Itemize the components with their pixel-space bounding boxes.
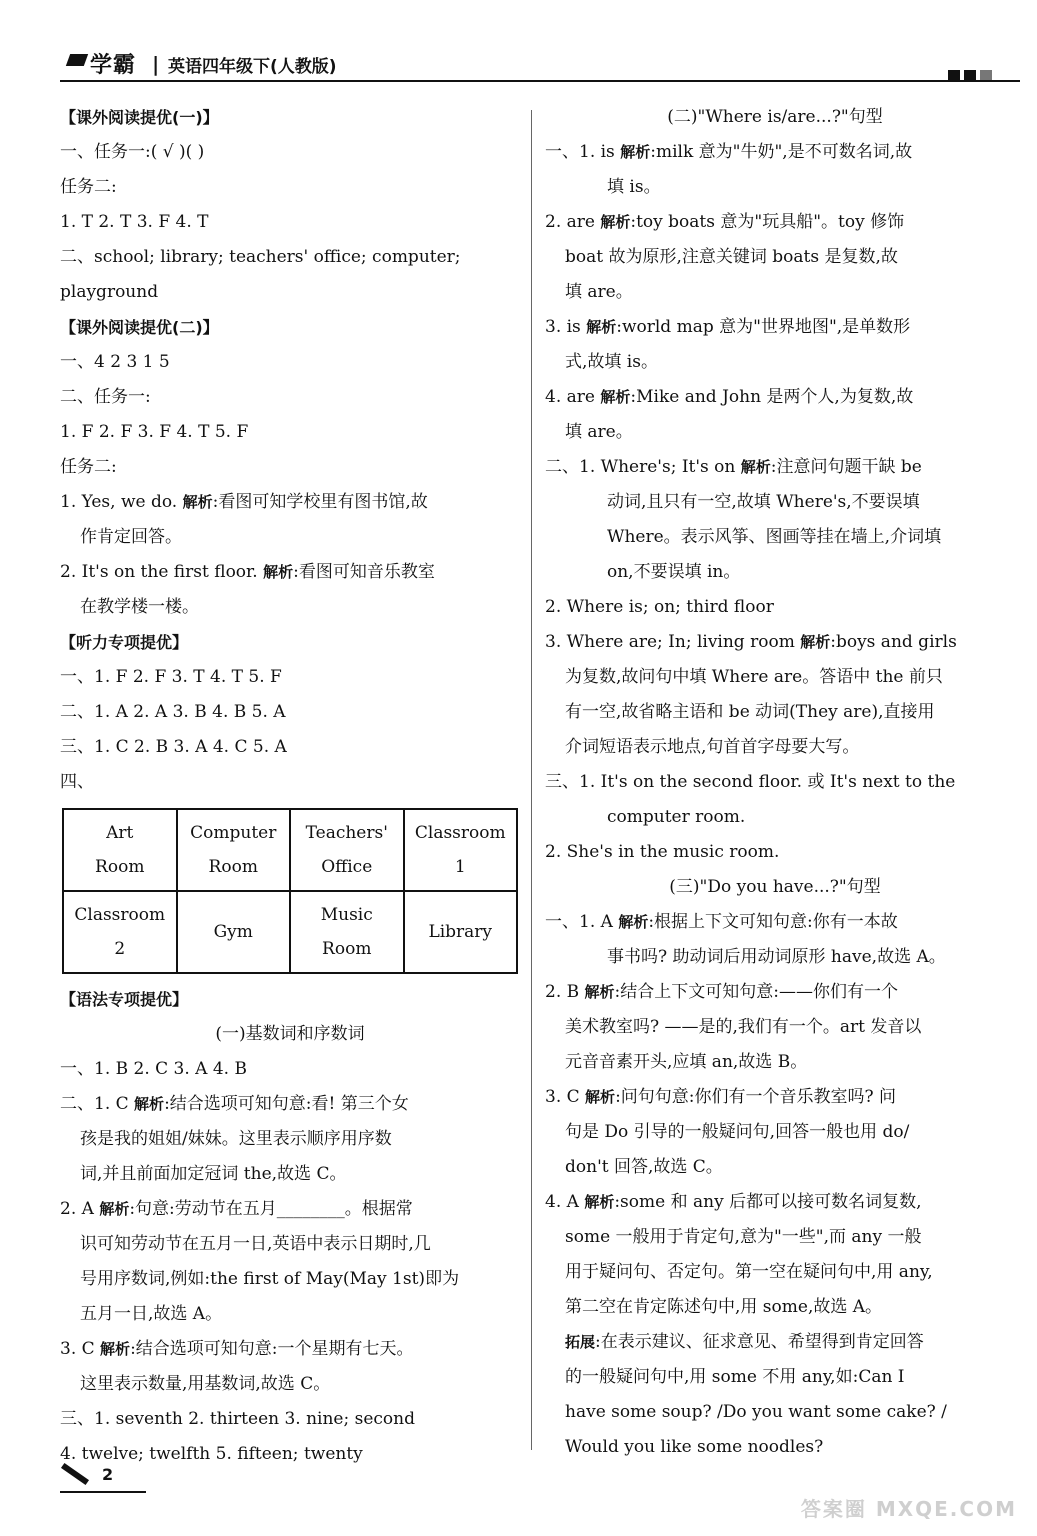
brand-logo: 学霸 bbox=[68, 48, 136, 79]
answer-line: Would you like some noodles? bbox=[565, 1437, 824, 1457]
answer-line: 孩是我的姐姐/妹妹。这里表示顺序用序数 bbox=[80, 1129, 392, 1149]
answer-line: 2. A 解析:句意:劳动节在五月________。根据常 bbox=[60, 1199, 413, 1219]
answer-line: 识可知劳动节在五月一日,英语中表示日期时,几 bbox=[80, 1234, 431, 1254]
header-separator: | bbox=[152, 52, 160, 76]
footer-rule bbox=[60, 1491, 146, 1493]
answer-line: 为复数,故问句中填 Where are。答语中 the 前只 bbox=[565, 667, 943, 687]
answer-line: 一、1. A 解析:根据上下文可知句意:你有一本故 bbox=[545, 912, 898, 932]
answer-line: have some soup? /Do you want some cake? / bbox=[565, 1402, 947, 1422]
section-title: 【听力专项提优】 bbox=[60, 633, 189, 652]
table-cell: Computer Room bbox=[177, 809, 291, 891]
left-column bbox=[60, 100, 520, 1472]
answer-line: 二、1. A 2. A 3. B 4. B 5. A bbox=[60, 702, 286, 722]
answer-line: 2. Where is; on; third floor bbox=[545, 597, 774, 617]
table-cell: Gym bbox=[177, 891, 291, 973]
table-cell: Classroom 1 bbox=[404, 809, 518, 891]
answer-line: 3. C 解析:结合选项可知句意:一个星期有七天。 bbox=[60, 1339, 414, 1359]
answer-line: 填 are。 bbox=[565, 422, 633, 442]
answer-line: 一、1. is 解析:milk 意为"牛奶",是不可数名词,故 bbox=[545, 142, 913, 162]
answer-line: 任务二: bbox=[60, 457, 117, 477]
subsection-title: (三)"Do you have...?"句型 bbox=[669, 877, 881, 897]
answer-line: 3. is 解析:world map 意为"世界地图",是单数形 bbox=[545, 317, 911, 337]
answer-line: 1. T 2. T 3. F 4. T bbox=[60, 212, 209, 232]
answer-line: 二、school; library; teachers' office; computer; bbox=[60, 247, 461, 267]
answer-line: 号用序数词,例如:the first of May(May 1st)即为 bbox=[80, 1269, 460, 1289]
graduation-cap-icon bbox=[66, 54, 88, 66]
room-map-table bbox=[62, 808, 518, 974]
page-header bbox=[60, 40, 1020, 90]
table-cell: Music Room bbox=[290, 891, 404, 973]
answer-line: 4. are 解析:Mike and John 是两个人,为复数,故 bbox=[545, 387, 914, 407]
page-number: 2 bbox=[102, 1465, 114, 1484]
answer-line: 式,故填 is。 bbox=[565, 352, 658, 372]
page-footer bbox=[60, 1465, 160, 1505]
answer-line: 句是 Do 引导的一般疑问句,回答一般也用 do/ bbox=[565, 1122, 910, 1142]
answer-line: 一、任务一:( √ )( ) bbox=[60, 142, 205, 162]
right-column bbox=[545, 100, 1005, 1465]
answer-line: computer room. bbox=[607, 807, 746, 827]
answer-line: 二、1. C 解析:结合选项可知句意:看! 第三个女 bbox=[60, 1094, 409, 1114]
answer-line: 二、1. Where's; It's on 解析:注意问句题干缺 be bbox=[545, 457, 922, 477]
column-divider bbox=[531, 110, 532, 1450]
answer-line: 有一空,故省略主语和 be 动词(They are),直接用 bbox=[565, 702, 935, 722]
answer-line: 填 is。 bbox=[607, 177, 661, 197]
answer-line: 2. She's in the music room. bbox=[545, 842, 780, 862]
answer-line: playground bbox=[60, 282, 159, 302]
answer-line: 用于疑问句、否定句。第一空在疑问句中,用 any, bbox=[565, 1262, 933, 1282]
pencil-icon bbox=[61, 1463, 89, 1485]
answer-line: 填 are。 bbox=[565, 282, 633, 302]
answer-line: 一、1. F 2. F 3. T 4. T 5. F bbox=[60, 667, 282, 687]
answer-line: 美术教室吗? ——是的,我们有一个。art 发音以 bbox=[565, 1017, 922, 1037]
answer-line: on,不要误填 in。 bbox=[607, 562, 741, 582]
answer-line: 一、1. B 2. C 3. A 4. B bbox=[60, 1059, 247, 1079]
answer-line: 这里表示数量,用基数词,故选 C。 bbox=[80, 1374, 331, 1394]
answer-line: 三、1. seventh 2. thirteen 3. nine; second bbox=[60, 1409, 415, 1429]
answer-line: don't 回答,故选 C。 bbox=[565, 1157, 723, 1177]
answer-line: 2. It's on the first floor. 解析:看图可知音乐教室 bbox=[60, 562, 435, 582]
answer-line: Where。表示风筝、图画等挂在墙上,介词填 bbox=[607, 527, 942, 547]
answer-line: 介词短语表示地点,句首首字母要大写。 bbox=[565, 737, 860, 757]
answer-line: 任务二: bbox=[60, 177, 117, 197]
subsection-title: (一)基数词和序数词 bbox=[215, 1024, 365, 1044]
answer-line: some 一般用于肯定句,意为"一些",而 any 一般 bbox=[565, 1227, 922, 1247]
table-cell: Teachers' Office bbox=[290, 809, 404, 891]
answer-line: 3. Where are; In; living room 解析:boys and girls bbox=[545, 632, 957, 652]
table-cell: Library bbox=[404, 891, 518, 973]
answer-line: 的一般疑问句中,用 some 不用 any,如:Can I bbox=[565, 1367, 905, 1387]
answer-line: 动词,且只有一空,故填 Where's,不要误填 bbox=[607, 492, 920, 512]
answer-line: 4. A 解析:some 和 any 后都可以接可数名词复数, bbox=[545, 1192, 922, 1212]
answer-line: 在教学楼一楼。 bbox=[80, 597, 199, 617]
answer-line: 第二空在肯定陈述句中,用 some,故选 A。 bbox=[565, 1297, 883, 1317]
book-title: 英语四年级下(人教版) bbox=[168, 57, 337, 77]
answer-line: 词,并且前面加定冠词 the,故选 C。 bbox=[80, 1164, 347, 1184]
answer-line: 二、任务一: bbox=[60, 387, 151, 407]
header-rule bbox=[60, 80, 1020, 82]
section-title: 【课外阅读提优(二)】 bbox=[60, 318, 219, 337]
answer-line: 一、4 2 3 1 5 bbox=[60, 352, 170, 372]
extension-note: 拓展:在表示建议、征求意见、希望得到肯定回答 bbox=[565, 1332, 924, 1352]
answer-line: 元音音素开头,应填 an,故选 B。 bbox=[565, 1052, 808, 1072]
answer-line: boat 故为原形,注意关键词 boats 是复数,故 bbox=[565, 247, 898, 267]
answer-line: 4. twelve; twelfth 5. fifteen; twenty bbox=[60, 1444, 363, 1464]
answer-line: 五月一日,故选 A。 bbox=[80, 1304, 223, 1324]
section-title: 【课外阅读提优(一)】 bbox=[60, 108, 219, 127]
answer-line: 2. are 解析:toy boats 意为"玩具船"。toy 修饰 bbox=[545, 212, 905, 232]
answer-line: 四、 bbox=[60, 772, 94, 792]
answer-line: 三、1. It's on the second floor. 或 It's next to the bbox=[545, 772, 956, 792]
answer-line: 作肯定回答。 bbox=[80, 527, 182, 547]
watermark: 答案圈 MXQE.COM bbox=[800, 1497, 1017, 1521]
subsection-title: (二)"Where is/are...?"句型 bbox=[667, 107, 883, 127]
table-cell: Art Room bbox=[63, 809, 177, 891]
answer-line: 3. C 解析:问句句意:你们有一个音乐教室吗? 问 bbox=[545, 1087, 897, 1107]
answer-line: 1. F 2. F 3. F 4. T 5. F bbox=[60, 422, 249, 442]
answer-line: 1. Yes, we do. 解析:看图可知学校里有图书馆,故 bbox=[60, 492, 428, 512]
answer-line: 2. B 解析:结合上下文可知句意:——你们有一个 bbox=[545, 982, 899, 1002]
table-cell: Classroom 2 bbox=[63, 891, 177, 973]
answer-line: 三、1. C 2. B 3. A 4. C 5. A bbox=[60, 737, 287, 757]
section-title: 【语法专项提优】 bbox=[60, 990, 189, 1009]
answer-line: 事书吗? 助动词后用动词原形 have,故选 A。 bbox=[607, 947, 946, 967]
